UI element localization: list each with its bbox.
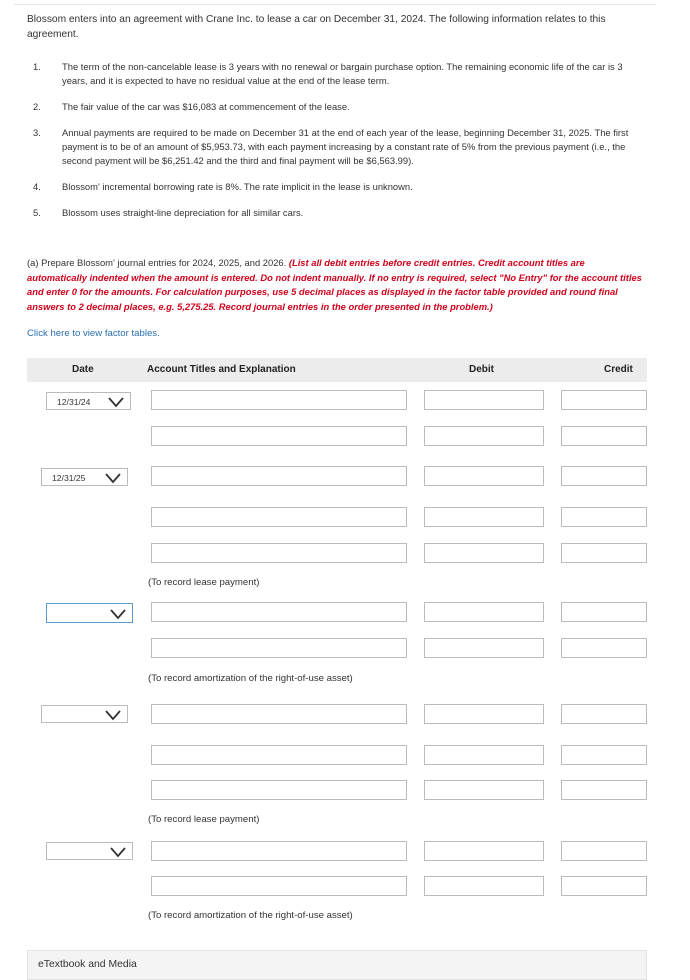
credit-input[interactable] (561, 876, 647, 896)
header-date: Date (72, 364, 94, 375)
list-number: 5. (33, 207, 41, 218)
question-prompt (27, 256, 647, 314)
account-title-input[interactable] (151, 543, 407, 563)
journal-table-header (27, 358, 647, 382)
date-select[interactable] (41, 705, 128, 723)
list-text: The fair value of the car was $16,083 at commencement of the lease. (62, 101, 350, 112)
chevron-down-icon (105, 472, 121, 484)
list-text: Blossom uses straight-line depreciation for all similar cars. (62, 207, 304, 218)
account-title-input[interactable] (151, 390, 407, 410)
chevron-down-icon (105, 709, 121, 721)
chevron-down-icon (110, 846, 126, 858)
debit-input[interactable] (424, 602, 544, 622)
account-title-input[interactable] (151, 704, 407, 724)
debit-input[interactable] (424, 745, 544, 765)
question-prefix: (a) Prepare Blossom' journal entries for 2024, 2025, and 2026. (27, 257, 289, 268)
account-title-input[interactable] (151, 745, 407, 765)
chevron-down-icon (108, 396, 124, 408)
account-title-input[interactable] (151, 466, 407, 486)
list-number: 4. (33, 181, 41, 192)
credit-input[interactable] (561, 704, 647, 724)
list-text: Annual payments are required to be made on December 31 at the end of each year of the lease, beginning December 31, 2025. The first payment is to be of an amount of $5,953.73, with each payment increasing by a constant rate of 5% from the previous payment (i.e., the second payment will be $6,251.42 and the third and final payment will be $6,563.99). (62, 127, 629, 166)
debit-input[interactable] (424, 780, 544, 800)
question-instructions: (List all debit entries before credit entries. Credit account titles are automatically indented when the amount is entered. Do not indent manually. If no entry is required, select "No Entry" for the account titles and enter 0 for the amounts. For calculation purposes, use 5 decimal places as displayed in the factor table provided and round final answers to 2 decimal places, e.g. 5,275.25. Record journal entries in the order presented in the problem.) (27, 257, 642, 312)
account-title-input[interactable] (151, 602, 407, 622)
list-number: 1. (33, 61, 41, 72)
debit-input[interactable] (424, 390, 544, 410)
debit-input[interactable] (424, 466, 544, 486)
credit-input[interactable] (561, 780, 647, 800)
etextbook-media-label: eTextbook and Media (38, 959, 137, 970)
list-number: 2. (33, 101, 41, 112)
credit-input[interactable] (561, 543, 647, 563)
date-select[interactable] (46, 603, 133, 623)
credit-input[interactable] (561, 466, 647, 486)
debit-input[interactable] (424, 507, 544, 527)
credit-input[interactable] (561, 390, 647, 410)
date-value: 12/31/25 (52, 473, 86, 483)
entry-explanation: (To record amortization of the right-of-use asset) (148, 673, 353, 684)
date-select[interactable] (46, 842, 133, 860)
debit-input[interactable] (424, 704, 544, 724)
entry-explanation: (To record lease payment) (148, 814, 260, 825)
date-value: 12/31/24 (57, 397, 91, 407)
account-title-input[interactable] (151, 638, 407, 658)
factor-tables-link[interactable]: Click here to view factor tables. (27, 328, 160, 339)
credit-input[interactable] (561, 638, 647, 658)
list-text: Blossom' incremental borrowing rate is 8%. The rate implicit in the lease is unknown. (62, 181, 413, 192)
credit-input[interactable] (561, 602, 647, 622)
header-debit: Debit (469, 364, 494, 375)
date-select[interactable] (41, 468, 128, 486)
debit-input[interactable] (424, 841, 544, 861)
top-divider (14, 4, 656, 5)
credit-input[interactable] (561, 426, 647, 446)
debit-input[interactable] (424, 426, 544, 446)
account-title-input[interactable] (151, 426, 407, 446)
debit-input[interactable] (424, 876, 544, 896)
entry-explanation: (To record amortization of the right-of-use asset) (148, 910, 353, 921)
list-number: 3. (33, 127, 41, 138)
account-title-input[interactable] (151, 876, 407, 896)
header-credit: Credit (604, 364, 633, 375)
account-title-input[interactable] (151, 841, 407, 861)
etextbook-media-panel[interactable] (27, 950, 647, 980)
credit-input[interactable] (561, 841, 647, 861)
date-select[interactable] (46, 392, 131, 410)
account-title-input[interactable] (151, 780, 407, 800)
entry-explanation: (To record lease payment) (148, 577, 260, 588)
credit-input[interactable] (561, 745, 647, 765)
chevron-down-icon (110, 608, 126, 620)
debit-input[interactable] (424, 638, 544, 658)
problem-intro: Blossom enters into an agreement with Crane Inc. to lease a car on December 31, 2024. The following information relates to this agreement. (27, 14, 606, 40)
header-account: Account Titles and Explanation (147, 364, 296, 375)
list-text: The term of the non-cancelable lease is 3 years with no renewal or bargain purchase option. The remaining economic life of the car is 3 years, and it is expected to have no residual value at the end of the lease term. (62, 61, 623, 86)
credit-input[interactable] (561, 507, 647, 527)
account-title-input[interactable] (151, 507, 407, 527)
debit-input[interactable] (424, 543, 544, 563)
